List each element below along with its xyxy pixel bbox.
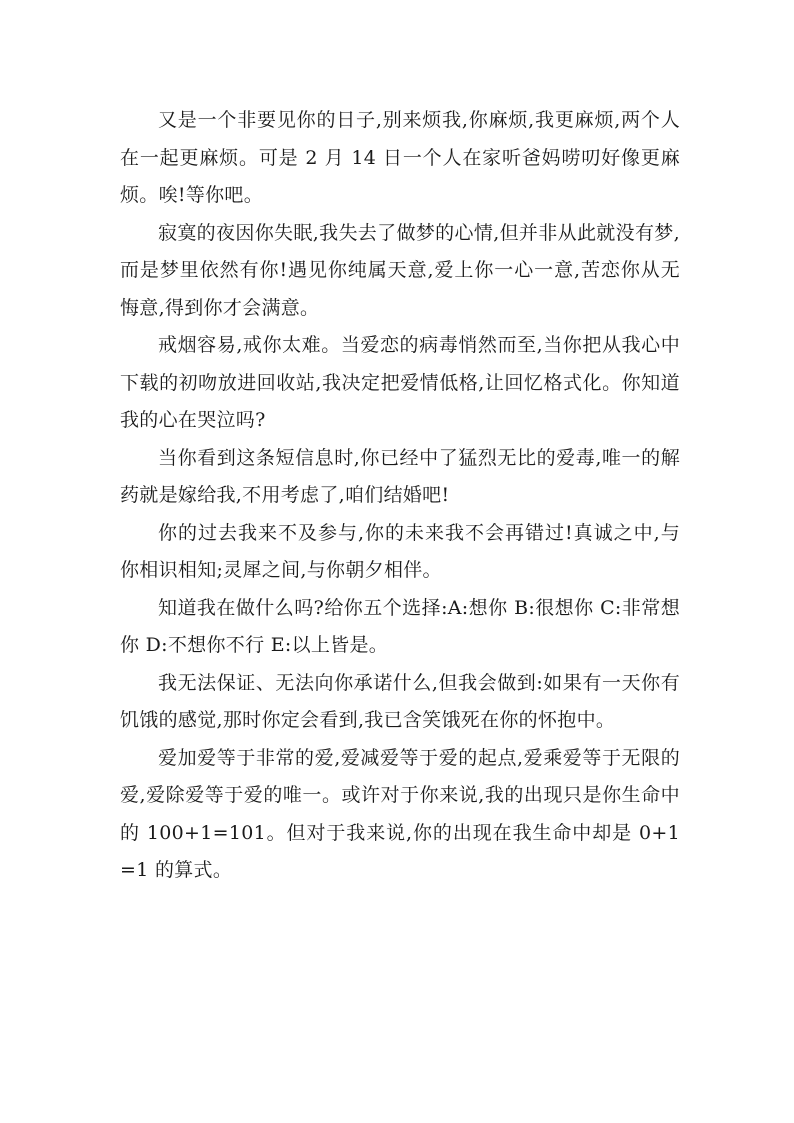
paragraph-6: 知道我在做什么吗?给你五个选择:A:想你 B:很想你 C:非常想你 D:不想你不行 E:以上皆是。 bbox=[120, 596, 680, 656]
paragraph-1: 又是一个非要见你的日子,别来烦我,你麻烦,我更麻烦,两个人在一起更麻烦。可是 2 月 14 日一个人在家听爸妈唠叨好像更麻烦。唉!等你吧。 bbox=[120, 109, 680, 206]
paragraph-7: 我无法保证、无法向你承诺什么,但我会做到:如果有一天你有饥饿的感觉,那时你定会看到,我已含笑饿死在你的怀抱中。 bbox=[120, 671, 680, 731]
paragraph-5: 你的过去我来不及参与,你的未来我不会再错过!真诚之中,与你相识相知;灵犀之间,与你朝夕相伴。 bbox=[120, 521, 680, 581]
paragraph-8: 爱加爱等于非常的爱,爱减爱等于爱的起点,爱乘爱等于无限的爱,爱除爱等于爱的唯一。或许对于你来说,我的出现只是你生命中的 100+1=101。但对于我来说,你的出现在我生命中却是 0+1=1 的算式。 bbox=[120, 746, 680, 881]
document-body bbox=[120, 102, 680, 890]
paragraph-4: 当你看到这条短信息时,你已经中了猛烈无比的爱毒,唯一的解药就是嫁给我,不用考虑了,咱们结婚吧! bbox=[120, 446, 680, 506]
paragraph-2: 寂寞的夜因你失眠,我失去了做梦的心情,但并非从此就没有梦,而是梦里依然有你!遇见你纯属天意,爱上你一心一意,苦恋你从无悔意,得到你才会满意。 bbox=[120, 221, 680, 319]
paragraph-3: 戒烟容易,戒你太难。当爱恋的病毒悄然而至,当你把从我心中下载的初吻放进回收站,我决定把爱情低格,让回忆格式化。你知道我的心在哭泣吗? bbox=[120, 334, 680, 431]
